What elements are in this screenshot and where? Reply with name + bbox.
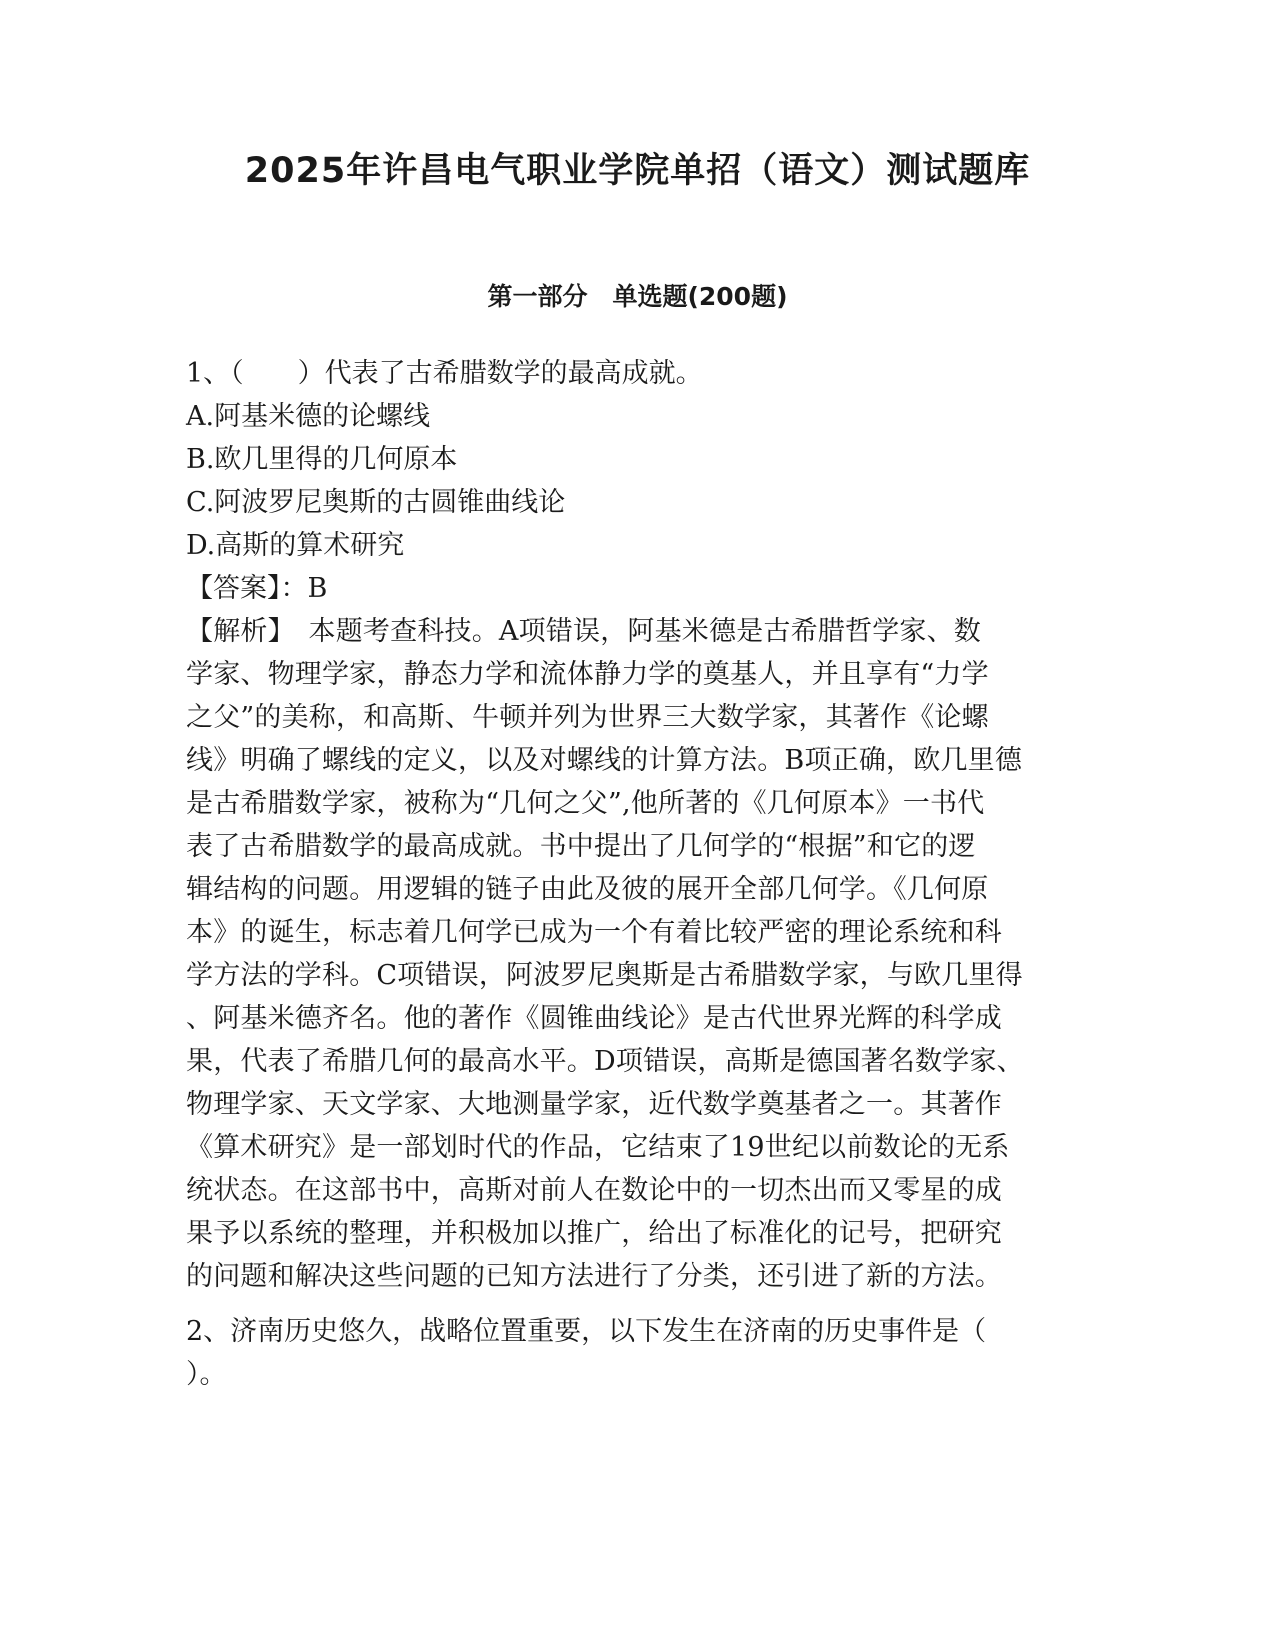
explanation-line: 学家、物理学家，静态力学和流体静力学的奠基人，并且享有“力学 xyxy=(186,659,989,690)
section-title: 第一部分 单选题(200题) xyxy=(487,282,788,311)
explanation-line: 辑结构的问题。用逻辑的链子由此及彼的展开全部几何学。《几何原 xyxy=(186,874,989,905)
document-title: 2025年许昌电气职业学院单招（语文）测试题库 xyxy=(244,151,1031,191)
question-list xyxy=(186,352,1086,1396)
explanation-line: 是古希腊数学家，被称为“几何之父”,他所著的《几何原本》一书代 xyxy=(186,788,985,819)
explanation-block xyxy=(186,610,1086,1298)
answer-line: 【答案】：B xyxy=(186,573,328,604)
option-c: C.阿波罗尼奥斯的古圆锥曲线论 xyxy=(186,487,566,518)
option-a: A.阿基米德的论螺线 xyxy=(186,401,431,432)
explanation-line: 表了古希腊数学的最高成就。书中提出了几何学的“根据”和它的逻 xyxy=(186,831,976,862)
option-b: B.欧几里得的几何原本 xyxy=(186,444,458,475)
question-2 xyxy=(186,1310,1086,1396)
explanation-line: 学方法的学科。C项错误，阿波罗尼奥斯是古希腊数学家，与欧几里得 xyxy=(186,960,1023,991)
explanation-line: 果予以系统的整理，并积极加以推广，给出了标准化的记号，把研究 xyxy=(186,1218,1002,1249)
explanation-line: 线》明确了螺线的定义，以及对螺线的计算方法。B项正确，欧几里德 xyxy=(186,745,1023,776)
explanation-line: 物理学家、天文学家、大地测量学家，近代数学奠基者之一。其著作 xyxy=(186,1089,1002,1120)
explanation-line: 《算术研究》是一部划时代的作品，它结束了19世纪以前数论的无系 xyxy=(186,1132,1010,1163)
explanation-line: 【解析】 本题考查科技。A项错误，阿基米德是古希腊哲学家、数 xyxy=(186,616,981,647)
explanation-line: 本》的诞生，标志着几何学已成为一个有着比较严密的理论系统和科 xyxy=(186,917,1002,948)
explanation-line: 统状态。在这部书中，高斯对前人在数论中的一切杰出而又零星的成 xyxy=(186,1175,1002,1206)
question-spacer xyxy=(186,1298,1086,1310)
question-stem: 1、（ ）代表了古希腊数学的最高成就。 xyxy=(186,358,703,389)
question-stem-continuation: ）。 xyxy=(186,1359,227,1390)
explanation-line: 的问题和解决这些问题的已知方法进行了分类，还引进了新的方法。 xyxy=(186,1261,1002,1292)
option-d: D.高斯的算术研究 xyxy=(186,530,405,561)
explanation-line: 果，代表了希腊几何的最高水平。D项错误，高斯是德国著名数学家、 xyxy=(186,1046,1024,1077)
explanation-line: 之父”的美称，和高斯、牛顿并列为世界三大数学家，其著作《论螺 xyxy=(186,702,989,733)
question-stem: 2、济南历史悠久，战略位置重要，以下发生在济南的历史事件是（ xyxy=(186,1316,987,1347)
question-1 xyxy=(186,352,1086,1298)
explanation-line: 、阿基米德齐名。他的著作《圆锥曲线论》是古代世界光辉的科学成 xyxy=(186,1003,1002,1034)
